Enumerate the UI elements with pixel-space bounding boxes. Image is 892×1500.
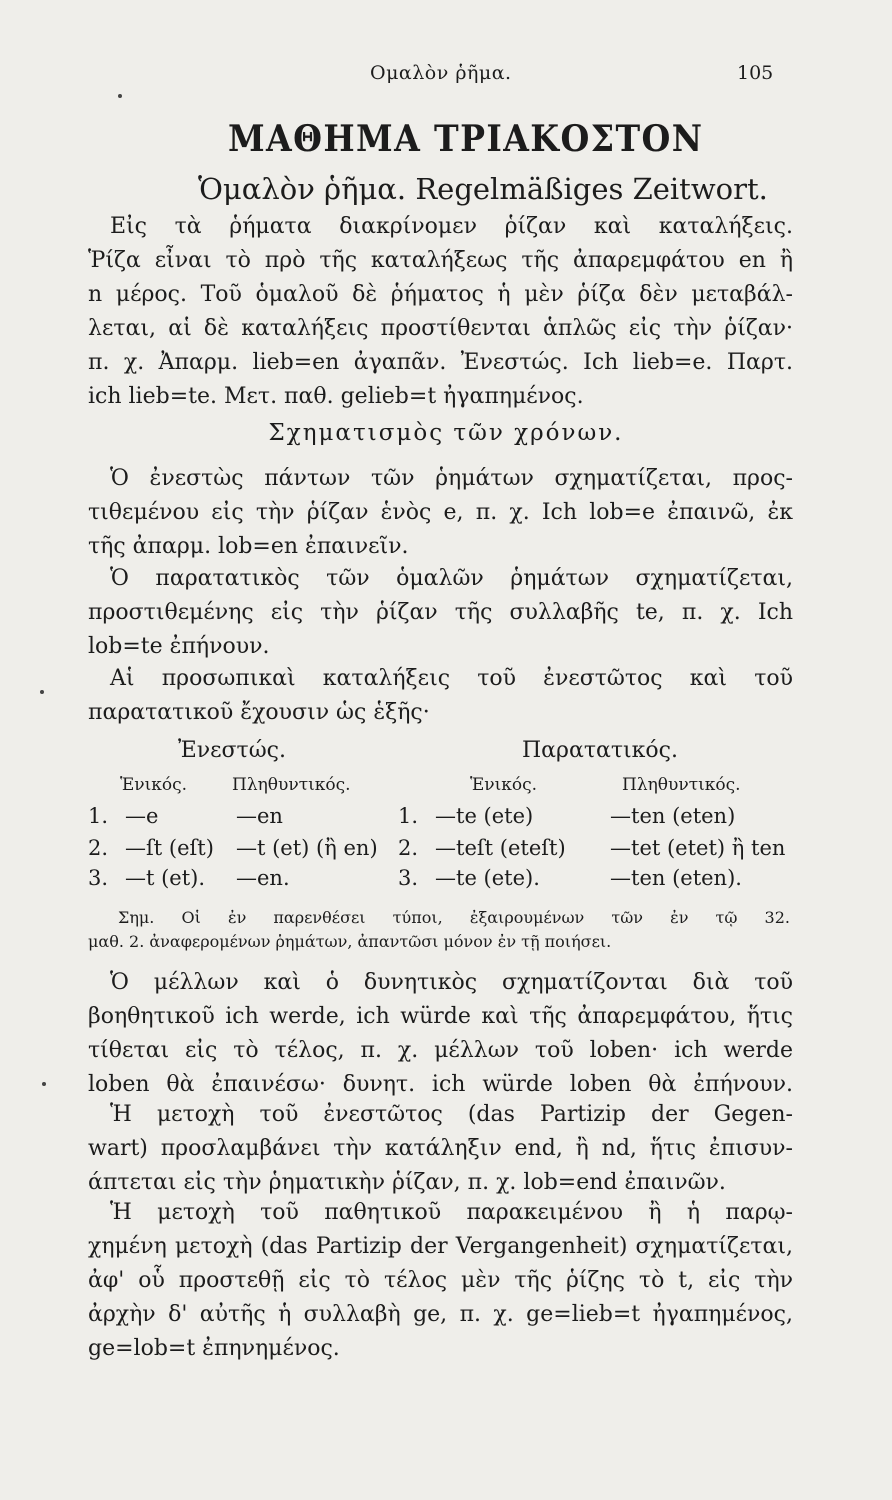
- running-title: Ομαλὸν ῥῆμα.: [370, 62, 512, 84]
- future-line: βοηθητικοῦ ich werde, ich würde καὶ τῆς ἀπαρεμφάτου, ἥτις: [88, 1004, 793, 1029]
- row-number: 2.: [88, 836, 109, 860]
- row-number: 1.: [398, 804, 419, 828]
- present-line: τιθεμένου εἰς τὴν ῥίζαν ἑνὸς e, π. χ. Ich lob=e ἐπαινῶ, ἐκ: [88, 500, 793, 525]
- imperfect-line: Ὁ παρατατικὸς τῶν ὁμαλῶν ῥημάτων σχηματίζεται,: [110, 566, 793, 591]
- present-plural-ending: —en: [236, 804, 283, 828]
- participle-present-line: άπτεται εἰς τὴν ῥηματικὴν ῥίζαν, π. χ. lob=end ἐπαινῶν.: [88, 1170, 726, 1195]
- imperfect-plural-ending: —tet (etet) ἢ ten: [610, 836, 786, 860]
- plural-label: Πληθυντικός.: [232, 775, 351, 795]
- future-line: τίθεται εἰς τὸ τέλος, π. χ. μέλλων τοῦ loben· ich werde: [88, 1038, 793, 1063]
- row-number: 3.: [398, 866, 419, 890]
- imperfect-singular-ending: —teſt (eteſt): [435, 836, 566, 860]
- plural-label: Πληθυντικός.: [622, 775, 741, 795]
- intro-line: n μέρος. Τοῦ ὁμαλοῦ δὲ ῥήματος ἡ μὲν ῥίζα δὲν μεταβάλ-: [88, 282, 793, 307]
- section-heading: Σχηματισμὸς τῶν χρόνων.: [268, 420, 624, 446]
- endings-intro-line: Αἱ προσωπικαὶ καταλήξεις τοῦ ἐνεστῶτος καὶ τοῦ: [110, 666, 793, 691]
- imperfect-plural-ending: —ten (eten).: [610, 866, 742, 890]
- participle-present-line: wart) προσλαμβάνει τὴν κατάληξιν end, ἢ nd, ἥτις ἐπισυν-: [88, 1136, 793, 1161]
- lesson-title: ΜΑΘΗΜΑ ΤΡΙΑΚΟΣΤΟΝ: [228, 118, 704, 160]
- endings-intro-line: παρατατικοῦ ἔχουσιν ὡς ἑξῆς·: [88, 700, 430, 725]
- intro-line: Εἰς τὰ ῥήματα διακρίνομεν ῥίζαν καὶ καταλήξεις.: [110, 214, 793, 239]
- present-line: τῆς ἀπαρμ. lob=en ἐπαινεῖν.: [88, 534, 409, 559]
- imperfect-heading: Παρατατικός.: [522, 738, 678, 763]
- row-number: 1.: [88, 804, 109, 828]
- present-plural-ending: —en.: [236, 866, 290, 890]
- present-singular-ending: —e: [125, 804, 159, 828]
- note-line: μαθ. 2. ἀναφερομένων ῥημάτων, ἀπαντῶσι μόνον ἐν τῇ ποιήσει.: [88, 932, 612, 951]
- intro-line: π. χ. Ἀπαρμ. lieb=en ἀγαπᾶν. Ἐνεστώς. Ich lieb=e. Παρτ.: [88, 350, 793, 375]
- imperfect-line: προστιθεμένης εἰς τὴν ῥίζαν τῆς συλλαβῆς te, π. χ. Ich: [88, 600, 793, 625]
- present-singular-ending: —t (et).: [125, 866, 206, 890]
- future-line: loben θὰ ἐπαινέσω· δυνητ. ich würde loben θὰ ἐπήνουν.: [88, 1072, 793, 1097]
- imperfect-plural-ending: —ten (eten): [610, 804, 736, 828]
- present-plural-ending: —t (et) (ἢ en): [236, 836, 378, 860]
- participle-past-line: χημένη μετοχὴ (das Partizip der Vergangenheit) σχηματίζεται,: [88, 1234, 793, 1259]
- imperfect-singular-ending: —te (ete): [435, 804, 534, 828]
- present-line: Ὁ ἐνεστὼς πάντων τῶν ῥημάτων σχηματίζεται, προς-: [110, 466, 793, 491]
- intro-line: λεται, αἱ δὲ καταλήξεις προστίθενται ἁπλῶς εἰς τὴν ῥίζαν·: [88, 316, 793, 341]
- participle-past-line: ἀφ' οὗ προστεθῇ εἰς τὸ τέλος μὲν τῆς ῥίζης τὸ t, εἰς τὴν: [88, 1268, 793, 1293]
- paper-speck: [40, 690, 44, 694]
- participle-past-line: Ἡ μετοχὴ τοῦ παθητικοῦ παρακειμένου ἢ ἡ παρῳ-: [110, 1200, 793, 1225]
- lesson-subtitle: Ὁμαλὸν ῥῆμα. Regelmäßiges Zeitwort.: [198, 172, 768, 206]
- intro-line: Ῥίζα εἶναι τὸ πρὸ τῆς καταλήξεως τῆς ἀπαρεμφάτου en ἢ: [88, 248, 793, 273]
- singular-label: Ἑνικός.: [470, 775, 538, 795]
- imperfect-line: lob=te ἐπήνουν.: [88, 634, 270, 659]
- page-number: 105: [737, 62, 774, 84]
- note-line: Σημ. Οἱ ἐν παρενθέσει τύποι, ἐξαιρουμένων τῶν ἐν τῷ 32.: [118, 908, 790, 927]
- singular-label: Ἑνικός.: [120, 775, 188, 795]
- participle-present-line: Ἡ μετοχὴ τοῦ ἐνεστῶτος (das Partizip der Gegen-: [110, 1102, 793, 1127]
- imperfect-singular-ending: —te (ete).: [435, 866, 540, 890]
- future-line: Ὁ μέλλων καὶ ὁ δυνητικὸς σχηματίζονται διὰ τοῦ: [110, 970, 793, 995]
- present-heading: Ἐνεστώς.: [178, 738, 286, 763]
- paper-speck: [118, 94, 122, 98]
- row-number: 2.: [398, 836, 419, 860]
- row-number: 3.: [88, 866, 109, 890]
- paper-speck: [42, 1082, 46, 1086]
- intro-line: ich lieb=te. Μετ. παθ. gelieb=t ἠγαπημένος.: [88, 384, 584, 409]
- participle-past-line: ἀρχὴν δ' αὐτῆς ἡ συλλαβὴ ge, π. χ. ge=lieb=t ἠγαπημένος,: [88, 1302, 793, 1327]
- present-singular-ending: —ſt (eſt): [125, 836, 214, 860]
- participle-past-line: ge=lob=t ἐπηνημένος.: [88, 1336, 340, 1361]
